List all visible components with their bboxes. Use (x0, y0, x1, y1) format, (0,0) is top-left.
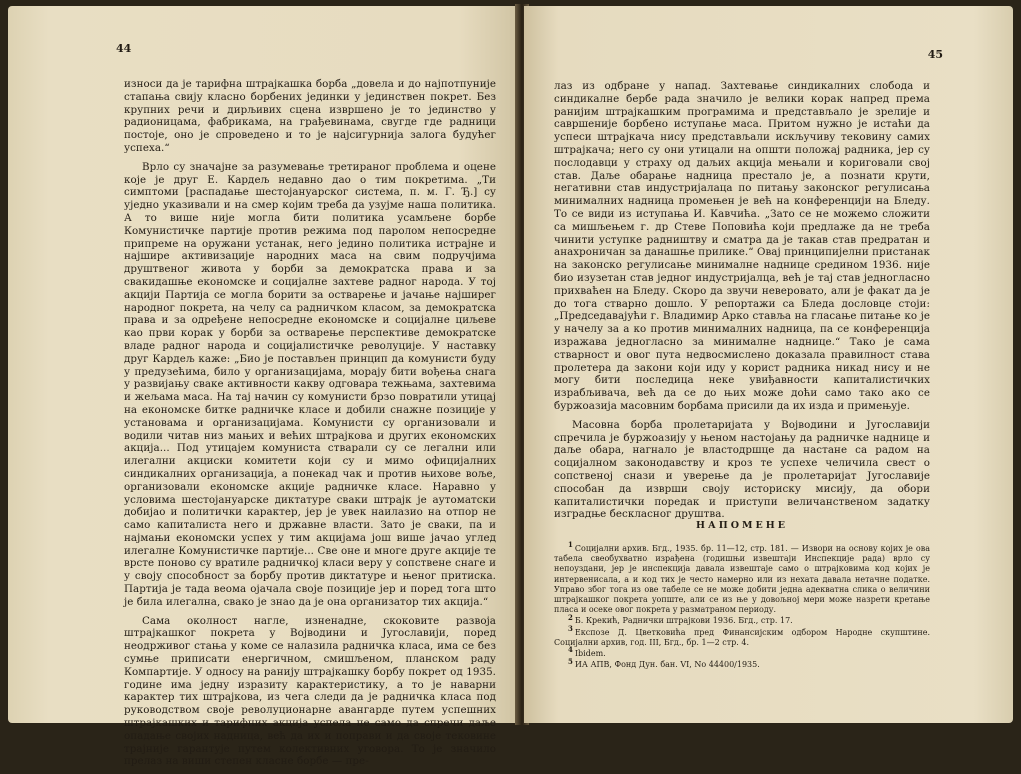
footnote (554, 540, 930, 615)
body-text (554, 80, 930, 527)
footnote (554, 612, 930, 626)
footnote-text: Б. Крекић, Раднички штрајкови 1936. Бгд., стр. 17. (574, 616, 793, 626)
page-number: 44 (116, 42, 132, 55)
footnote-number: 5 (568, 656, 573, 666)
footnote-number: 4 (568, 645, 573, 655)
footnote-text: Социјални архив. Бгд., 1935. бр. 11—12, стр. 181. — Извори на основу којих је ова табела свеобухватно израђена (годишњи извештаји Инспекције рада) врло су непоуздани, јер је инспекција давала извештаје само о штрајковима код којих је интервенисала, а и код тих је често намерно или из нехата давала нетачне податке. Управо због тога из ове табеле се не може добити једна адекватна слика о величини штрајкашког покрета уопште, али се из ње у довољној мери може назрети кретање пласа и осеке овог покрета у разматраном периоду. (554, 544, 930, 615)
paragraph: Врло су значајне за разумевање третираног проблема и оцене које је друг Е. Кардељ недавно дао о тим покретима. „Ти симптоми [распадање шестојануарског система, п. м. Г. Ђ.] су уједно указивали и на смер којим треба да узујме наша политика. А то више није могла бити политика усамљене борбе Комунистичке партије против режима под паролом непосредне припреме на оружани устанак, него једино политика истрајне и најшире активизације народних маса на свим подручјима друштвеног живота у борби за демократска права и за свакидашње економске и социјалне захтеве радног народа. У тој акцији Партија се могла борити за остварење и јачање најширег народног покрета, на челу са радничком класом, за демократска права и за одређене непосредне економске и социјалне циљеве као први корак у борби за остварење перспективе демократске владе радног народа и социјалистичке револуције. У наставку друг Кардељ каже: „Био је постављен принцип да комунисти буду у предузећима, било у организацијама, морају бити вођења снага у развијању сваке активности какву одговара тежњама, захтевима и жељама маса. На тај начин су комунисти брзо повратили утицај на економске битке радничке класе и добили снажне позиције у установама и организацијама. Комунисти су организовали и водили читав низ мањих и већих штрајкова и других економских акција... Под утицајем комуниста стварали су се легални или илегални акциски комитети који су и мимо официјалних синдикалних организација, а понекад чак и против њихове воље, организовали економске акције радничке класе. Наравно у условима шестојануарске диктатуре сваки штрајк је аутоматски добијао и политички карактер, јер је увек наилазио на отпор не само капиталиста него и државне власти. Зато је сваки, па и најмањи економски успех у тим акцијама још више јачао углед илегалне Комунистичке партије... Све оне и многе друге акције те врсте поново су вратиле радничкој класи веру у сопствене снаге и у своју способност за борбу против диктатуре и њеног притиска. Партија је тада веома ојачала своје позиције јер и поред тога што је била илегална, свако је знао да је она организатор тих акција.“ (124, 160, 496, 608)
footnote-text: Експозе Д. Цветковића пред Финансијским одбором Народне скупштине. Социјални архив, год. III, Бгд., бр. 1—2 стр. 4. (554, 627, 930, 647)
page-number: 45 (927, 48, 943, 61)
right-page (524, 6, 1013, 723)
footnote-text: ИА АПВ, Фонд Дун. бан. VI, No 44400/1935. (574, 660, 760, 670)
footnote (554, 656, 930, 670)
notes-heading: НАПОМЕНЕ (696, 520, 788, 531)
body-text (124, 78, 496, 774)
footnotes (554, 540, 930, 671)
footnote-number: 3 (568, 623, 573, 633)
footnote-number: 1 (568, 540, 573, 550)
footnote-text: Ibidem. (574, 649, 606, 659)
paragraph: Сама околност нагле, изненадне, скоковите развоја штрајкашког покрета у Војводини и Југославији, поред неодрживог стања у коме се налазила радничка класа, има се без сумње приписати енергичном, смишљеном, планском раду Компартије. У односу на ранију штрајкашку борбу покрет од 1935. године има једну изразиту карактеристику, а то је наварни карактер тих штрајкова, из чега следи да је радничка класа под руководством своје револуционарне авангарде путем успешних штрајкашких и тарифних акција успела не само да спречи даље опадање својих надница, већ да их и поправи и да своје тековине трајније гарантује путем колективних уговора. То је значило прелаз на виши степен класне борбе — пре- (124, 614, 496, 768)
footnote (554, 645, 930, 659)
paragraph: износи да је тарифна штрајкашка борба „довела и до најпотпуније стапања свију класно борбених јединки у јединствен покрет. Без крупних речи и дирљивих сцена извршено је то јединство у радионицама, фабрикама, на грађевинама, свугде где радници постоје, оно је спроведено и то је најсигурнија залога будућег успеха.“ (124, 78, 496, 154)
left-page (8, 6, 520, 768)
paragraph: Масовна борба пролетаријата у Војводини и Југославији спречила је буржоазију у њеном настојању да радничке наднице и даље обара, нагнало је властодршце да настане са радом на социјалном законодавству и кроз те успехе челичила свест о сопственој снази и уверење да је пролетаријат Југославије способан да изврши своју историску мисију, да обори капиталистички поредак и приступи величанственом задатку изградње бескласног друштва. (554, 418, 930, 521)
paragraph: лаз из одбране у напад. Захтевање синдикалних слобода и синдикалне бербе рада значило је велики корак напред према ранијим штрајкашким програмима и представљало је зрелије и савршеније борбено иступање маса. Притом нужно је истаћи да успеси штрајкача нису представљали искључиву тековину самих штрајкача; него су они утицали на општи положај радника, јер су послодавци у страху од даљих акција мењали и кориговали свој став. Даље обарање надница престало је, а познати крути, негативни став индустријалаца по питању законског регулисања минималних надница промењен је већ на конференцији на Бледу. То се види из иступања И. Кавчића. „Зато се не можемо сложити са мишљењем г. др Стеве Пoповића који предлаже да не треба чинити уступке радништву и сматра да је такав став предратан и анахроничан за данашње прилике.“ Овај принципијелни пристанак на законско регулисање минималне наднице средином 1936. није био изузетан став једног индустријалца, већ је тај став једногласно прихваћен на Бледу. Скоро да звучи неверовато, али је факат да је до тога стварно дошло. У репортажи са Бледа дословце стоји: „Председавајући г. Владимир Арко ставља на гласање питање ко је у начелу за а ко против минималних надница, па се конференција изражава једногласно за минималне наднице.“ Тако је сама стварност и овог пута недвосмислено доказала правилност става пролетера да закони који иду у корист радника никад нису и не могу бити последица неке увиђавности капиталистичких израбљивача, већ да се до њих може доћи само тако ако се буржоазија масовним борбама присили да их изда и примењује. (554, 80, 930, 412)
footnote-number: 2 (568, 612, 573, 622)
footnote (554, 623, 930, 648)
